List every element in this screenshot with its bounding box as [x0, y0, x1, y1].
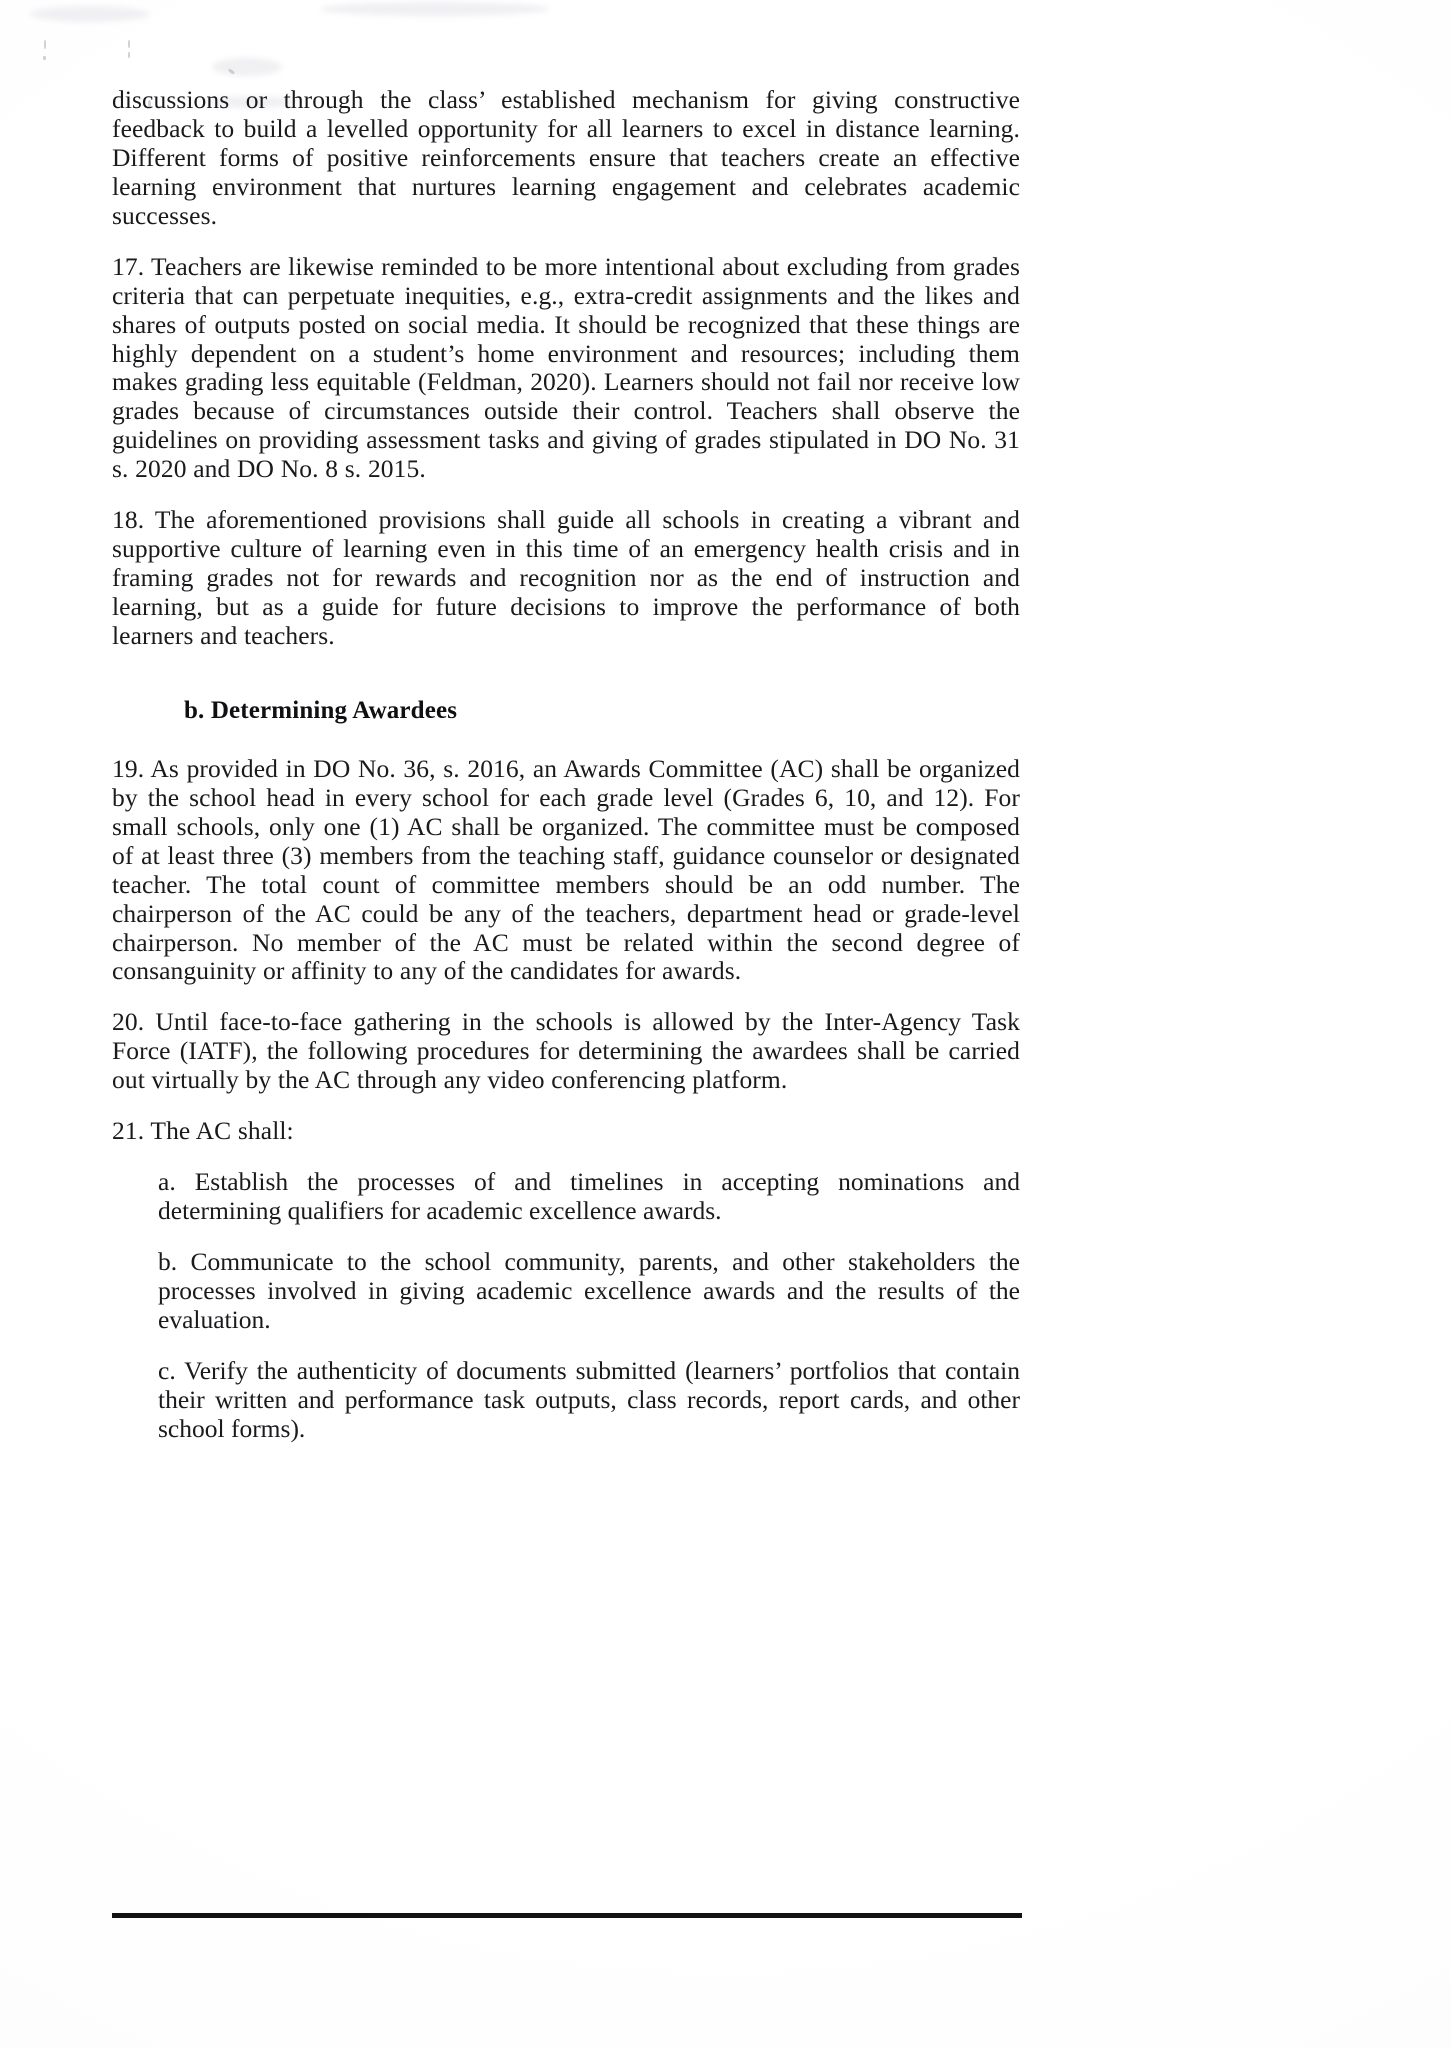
- sub-item-a: a. Establish the processes of and timelines in accepting nominations and determining qualifiers for academic excellence awards.: [158, 1167, 1020, 1226]
- scan-speck: [128, 40, 130, 48]
- paragraph-18: 18. The aforementioned provisions shall guide all schools in creating a vibrant and supportive culture of learning even in this time of an emergency health crisis and in framing grades not for rewards and recognition nor as the end of instruction and learning, but as a guide for future decisions to improve the performance of both learners and teachers.: [112, 505, 1020, 650]
- footer-divider-rule: [112, 1913, 1022, 1918]
- scan-speck: [43, 56, 46, 60]
- document-body: [112, 86, 1020, 1466]
- paragraph-16-continuation: discussions or through the class’ established mechanism for giving constructive feedback to build a levelled opportunity for all learners to excel in distance learning. Different forms of positive reinforcements ensure that teachers create an effective learning environment that nurtures learning engagement and celebrates academic successes.: [112, 85, 1020, 230]
- sub-item-b: b. Communicate to the school community, parents, and other stakeholders the processes involved in giving academic excellence awards and the results of the evaluation.: [158, 1247, 1020, 1334]
- sub-item-c: c. Verify the authenticity of documents submitted (learners’ portfolios that contain their written and performance task outputs, class records, report cards, and other school forms).: [158, 1355, 1020, 1443]
- paragraph-19: 19. As provided in DO No. 36, s. 2016, an Awards Committee (AC) shall be organized by the school head in every school for each grade level (Grades 6, 10, and 12). For small schools, only one (1) AC shall be organized. The committee must be composed of at least three (3) members from the teaching staff, guidance counselor or designated teacher. The total count of committee members should be an odd number. The chairperson of the AC could be any of the teachers, department head or grade-level chairperson. No member of the AC must be related within the second degree of consanguinity or affinity to any of the candidates for awards.: [112, 753, 1020, 986]
- paragraph-20: 20. Until face-to-face gathering in the schools is allowed by the Inter-Agency Task Force (IATF), the following procedures for determining the awardees shall be carried out virtually by the AC through any video conferencing platform.: [112, 1007, 1020, 1095]
- scan-speck: [128, 52, 130, 58]
- scan-smudge: [212, 58, 282, 76]
- paragraph-17: 17. Teachers are likewise reminded to be more intentional about excluding from grades criteria that can perpetuate inequities, e.g., extra-credit assignments and the likes and shares of outputs posted on social media. It should be recognized that these things are highly dependent on a student’s home environment and resources; including them makes grading less equitable (Feldman, 2020). Learners should not fail nor receive low grades because of circumstances outside their control. Teachers shall observe the guidelines on providing assessment tasks and giving of grades stipulated in DO No. 31 s. 2020 and DO No. 8 s. 2015.: [112, 251, 1020, 484]
- scan-speck: [44, 40, 46, 49]
- scan-smudge: [320, 2, 550, 16]
- scan-smudge: [30, 6, 150, 22]
- paragraph-21: 21. The AC shall:: [112, 1116, 294, 1146]
- section-heading-determining-awardees: b. Determining Awardees: [184, 696, 458, 724]
